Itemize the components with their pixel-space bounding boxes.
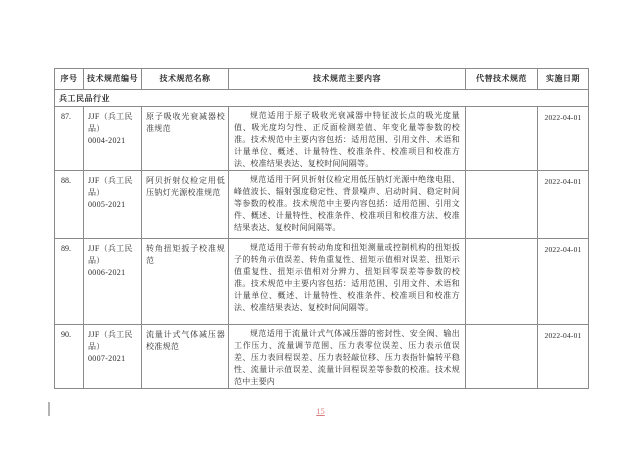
- header-replaced-spec: 代替技术规范: [466, 69, 538, 90]
- spec-code-line2: 0006-2021: [88, 268, 126, 277]
- spec-code-line1: JJF（兵工民品）: [88, 112, 133, 133]
- spec-code-line1: JJF（兵工民品）: [88, 330, 133, 351]
- spec-code-line2: 0005-2021: [88, 200, 126, 209]
- header-seq-no: 序号: [55, 69, 84, 90]
- spec-content-text: 规范适用于带有转动角度和扭矩测量或控制机构的扭矩扳子的转角示值误差、转角重复性、扭矩示值相对误差、扭矩示值重复性、扭矩示值相对分辨力、扭矩回零误差等参数的校准。技术规范中主要内容包括：适用范围、引用文件、术语和计量单位、概述、计量特性、校准条件、校准项目和校准方法、校准结果表达、复校时间间隔等。: [234, 243, 460, 312]
- table-row: [55, 171, 589, 239]
- spec-code-cell: [84, 325, 142, 389]
- impl-date-cell: 2022-04-01: [538, 107, 589, 171]
- spec-code-line1: JJF（兵工民品）: [88, 176, 133, 197]
- technical-spec-table: [54, 68, 589, 389]
- header-spec-code: 技术规范编号: [84, 69, 142, 90]
- spec-content-cell: [229, 171, 466, 239]
- spec-content-text: 规范适用于流量计式气体减压器的密封性、安全阀、输出工作压力、流量调节范围、压力表零位误差、压力表示值误差、压力表回程误差、压力表轻敲位移、压力表指针偏转平稳性、流量计示值误差、流量计回程误差等参数的校准。技术规范中主要内: [234, 329, 460, 386]
- spec-name-cell: 阿贝折射仪检定用低压钠灯光源校准规范: [142, 171, 229, 239]
- spec-content-text: 规范适用于阿贝折射仪检定用低压钠灯光源中绝缘电阻、峰值波长、辐射强度稳定性、背景噪声、启动时间、稳定时间等参数的校准。技术规范中主要内容包括：适用范围、引用文件、概述、计量特性、校准条件、校准项目和校准方法、校准结果表达、复校时间间隔等。: [234, 175, 460, 232]
- spec-content-cell: [229, 239, 466, 325]
- header-spec-name: 技术规范名称: [142, 69, 229, 90]
- spec-code-line2: 0004-2021: [88, 136, 126, 145]
- spec-name-cell: 流量计式气体减压器校准规范: [142, 325, 229, 389]
- spec-code-line1: JJF（兵工民品）: [88, 244, 133, 265]
- spec-name-cell: 原子吸收光衰减器校准规范: [142, 107, 229, 171]
- row-number-cell: 87.: [55, 107, 84, 171]
- impl-date-cell: 2022-04-01: [538, 171, 589, 239]
- replaced-spec-cell: [466, 239, 538, 325]
- section-row: [55, 90, 589, 107]
- spec-code-cell: [84, 171, 142, 239]
- spec-code-line2: 0007-2021: [88, 354, 126, 363]
- section-title: 兵工民品行业: [55, 90, 589, 107]
- table-row: [55, 239, 589, 325]
- replaced-spec-cell: [466, 325, 538, 389]
- spec-code-cell: [84, 107, 142, 171]
- spec-content-text: 规范适用于原子吸收光衰减器中特征波长点的吸光度量值、吸光度均匀性、正反面检测差值、年变化量等参数的校准。技术规范中主要内容包括：适用范围、引用文件、术语和计量单位、概述、计量特性、校准条件、校准项目和校准方法、校准结果表达、复校时间间隔等。: [234, 111, 460, 168]
- table-row: [55, 107, 589, 171]
- row-number-cell: 89.: [55, 239, 84, 325]
- impl-date-cell: 2022-04-01: [538, 239, 589, 325]
- spec-content-cell: [229, 325, 466, 389]
- replaced-spec-cell: [466, 171, 538, 239]
- page-number: 15: [316, 406, 325, 416]
- header-impl-date: 实施日期: [538, 69, 589, 90]
- header-spec-content: 技术规范主要内容: [229, 69, 466, 90]
- row-number-cell: 88.: [55, 171, 84, 239]
- impl-date-cell: 2022-04-01: [538, 325, 589, 389]
- row-number-cell: 90.: [55, 325, 84, 389]
- spec-content-cell: [229, 107, 466, 171]
- table-header-row: [55, 69, 589, 90]
- spec-name-cell: 转角扭矩扳子校准规范: [142, 239, 229, 325]
- table-row: [55, 325, 589, 389]
- replaced-spec-cell: [466, 107, 538, 171]
- spec-code-cell: [84, 239, 142, 325]
